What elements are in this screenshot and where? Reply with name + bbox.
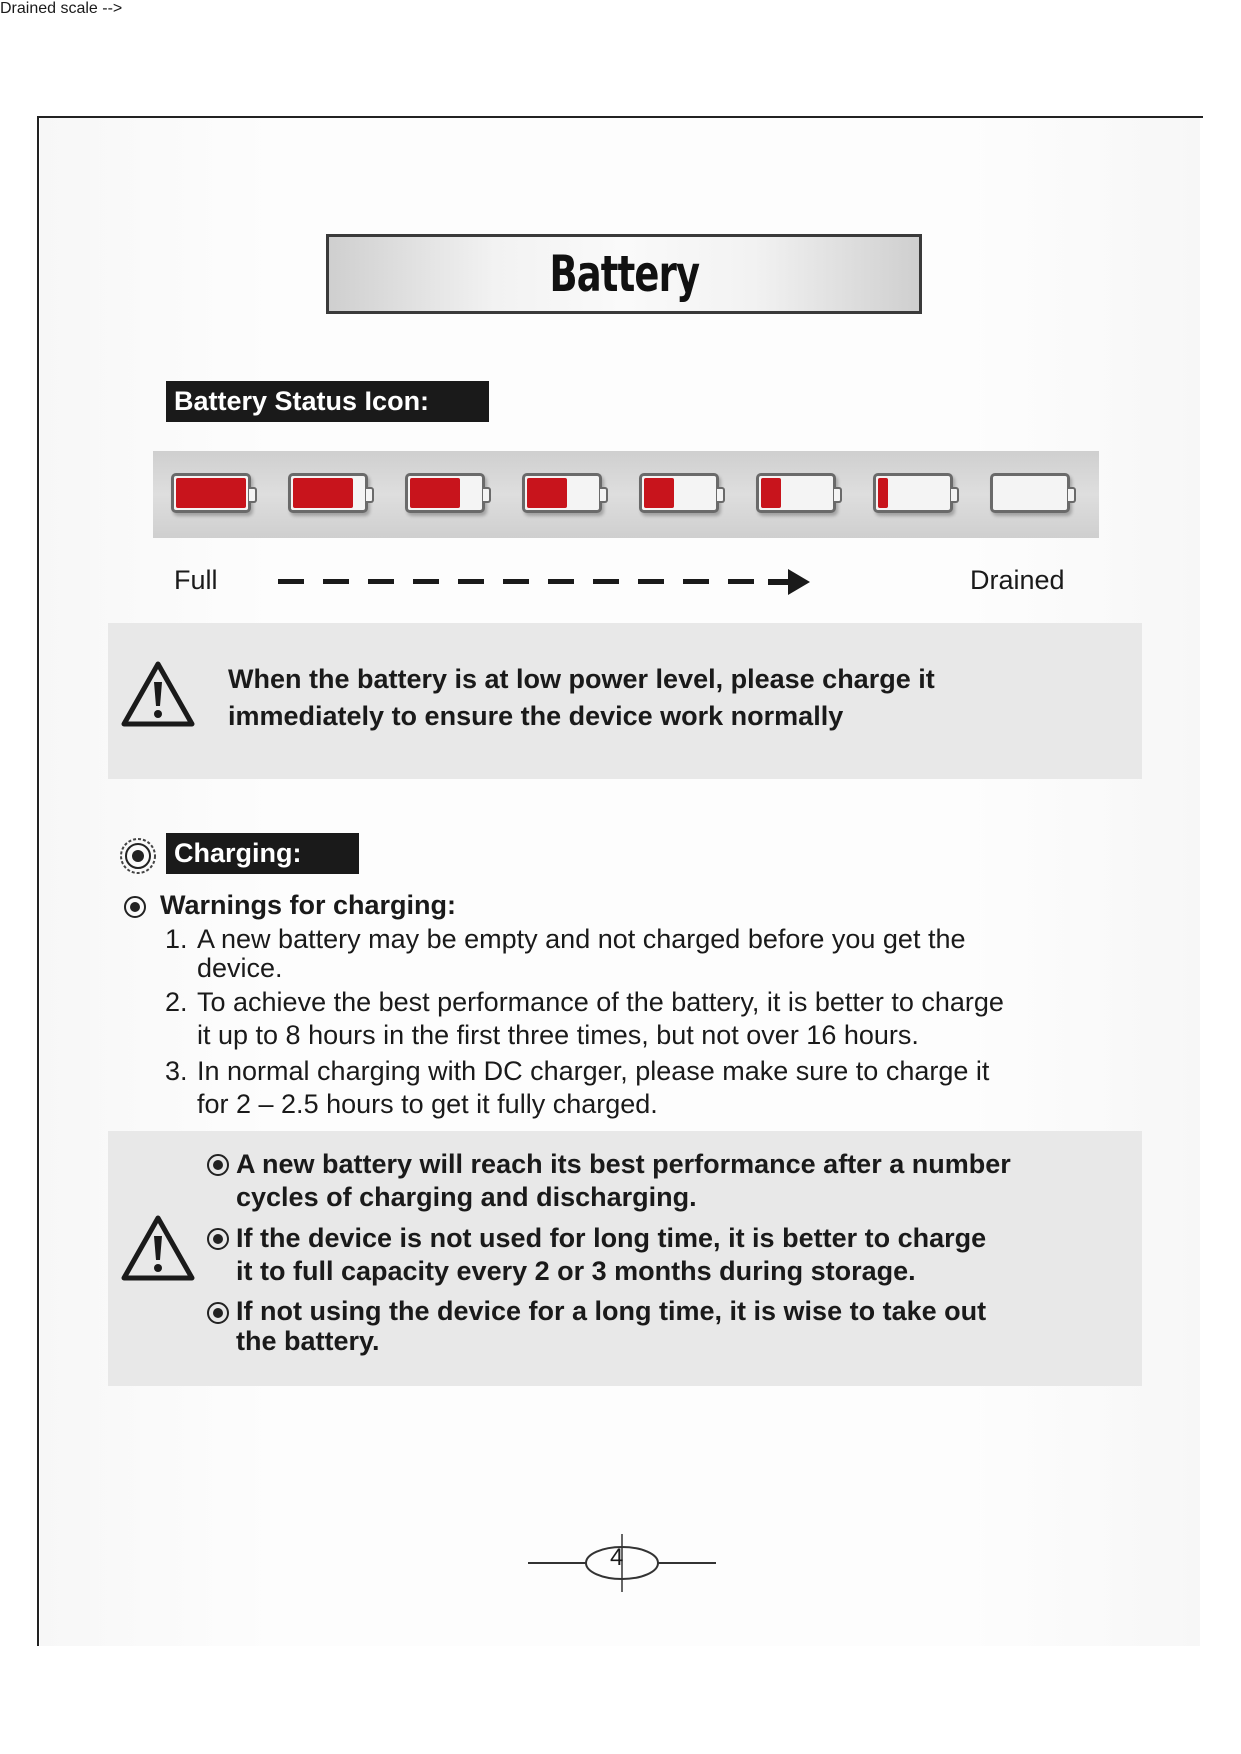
list-item [165,925,1105,983]
list-item-line-2: it up to 8 hours in the first three times, but not over 16 hours. [197,1020,919,1050]
battery-terminal [600,487,608,503]
battery-level-fill [644,478,674,508]
battery-terminal [483,487,491,503]
battery-level-icon [171,473,251,513]
tip-line-1: If not using the device for a long time, it is wise to take out [236,1296,987,1326]
battery-level-fill [527,478,567,508]
page-number-ornament [528,1528,716,1598]
page-title-box [326,234,922,314]
battery-level-icon [405,473,485,513]
charging-label-text: Charging: [174,838,302,868]
battery-terminal [717,487,725,503]
tip-line-2: cycles of charging and discharging. [236,1182,697,1212]
list-item [207,1296,1107,1356]
scale-full-label: Full [174,565,218,595]
page-background [40,118,1200,1646]
list-item-line-1: In normal charging with DC charger, please make sure to charge it [197,1056,990,1086]
list-item-number: 1. [165,924,188,954]
list-item-line-1: To achieve the best performance of the battery, it is better to charge [197,987,1004,1017]
battery-tips-list [207,1148,1107,1364]
tip-line-1: If the device is not used for long time, it is better to charge [236,1223,987,1253]
warnings-heading-text: Warnings for charging: [160,890,456,920]
battery-status-label [166,381,489,422]
low-power-warning-line-2: immediately to ensure the device work normally [228,701,844,731]
warning-triangle-icon [120,1214,196,1282]
list-item-line-2: for 2 – 2.5 hours to get it fully charged. [197,1089,658,1119]
page-title: Battery [549,245,699,303]
list-item [207,1222,1107,1288]
battery-level-icon [873,473,953,513]
arrow-right-icon [768,567,812,597]
battery-level-fill [176,478,246,508]
charging-warning-list [165,925,1105,1124]
page-frame-left-rule [37,116,39,1646]
list-item-line-1: A new battery may be empty and not charged before you get the [197,924,966,954]
scale-dashed-line [278,579,768,584]
scale-drained-label: Drained [970,565,1065,595]
page-number: 4 [610,1544,624,1571]
list-item [207,1148,1107,1214]
list-item [165,1055,1105,1121]
charging-label [166,833,359,874]
battery-level-icon [639,473,719,513]
battery-level-fill [410,478,460,508]
tip-line-1: A new battery will reach its best performance after a number [236,1149,1011,1179]
battery-level-icon [522,473,602,513]
list-item-line-2: device. [197,953,283,983]
radio-bullet-icon [124,896,146,918]
radio-bullet-icon [207,1302,229,1324]
list-item-number: 2. [165,987,188,1017]
page-frame-top-rule [37,116,1203,118]
battery-terminal [249,487,257,503]
battery-terminal [951,487,959,503]
low-power-warning-text [228,661,935,735]
battery-level-icon [990,473,1070,513]
warnings-heading [124,890,456,921]
radio-bullet-icon [207,1154,229,1176]
list-item-number: 3. [165,1056,188,1086]
warning-triangle-icon [120,660,196,728]
battery-level-icon [756,473,836,513]
battery-scale [174,563,1074,599]
battery-level-fill [293,478,353,508]
battery-terminal [1068,487,1076,503]
tip-line-2: it to full capacity every 2 or 3 months during storage. [236,1256,916,1286]
tip-line-2: the battery. [236,1326,380,1356]
battery-terminal [366,487,374,503]
battery-level-fill [878,478,888,508]
list-item [165,986,1105,1052]
gear-icon [118,836,158,876]
battery-level-fill [761,478,781,508]
radio-bullet-icon [207,1228,229,1250]
battery-status-label-text: Battery Status Icon: [174,386,430,416]
battery-terminal [834,487,842,503]
battery-level-icon [288,473,368,513]
battery-level-strip [153,451,1099,538]
low-power-warning-line-1: When the battery is at low power level, please charge it [228,664,935,694]
